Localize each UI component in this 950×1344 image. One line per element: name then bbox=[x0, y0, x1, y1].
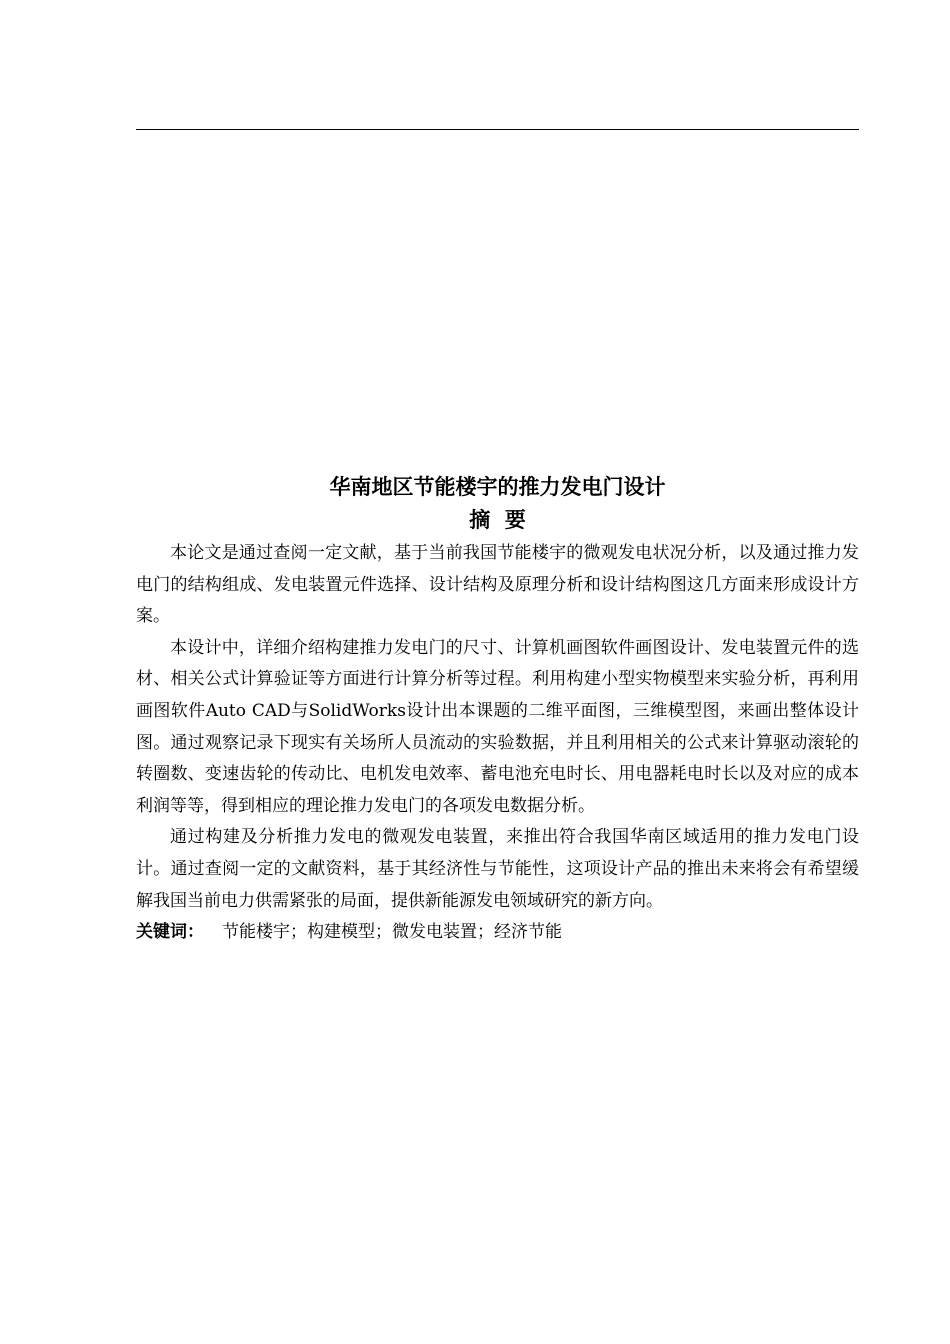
abstract-paragraph-3: 通过构建及分析推力发电的微观发电装置，来推出符合我国华南区域适用的推力发电门设计。通过查阅一定的文献资料，基于其经济性与节能性，这项设计产品的推出未来将会有希望缓解我国当前电力供需紧张的局面，提供新能源发电领域研究的新方向。 bbox=[136, 827, 859, 911]
header-rule bbox=[136, 129, 859, 130]
abstract-section bbox=[136, 470, 859, 949]
keywords-label: 关键词： bbox=[136, 922, 204, 943]
thesis-title: 华南地区节能楼宇的推力发电门设计 bbox=[329, 475, 666, 499]
abstract-heading: 摘 要 bbox=[469, 508, 526, 532]
abstract-paragraph-2: 本设计中，详细介绍构建推力发电门的尺寸、计算机画图软件画图设计、发电装置元件的选材、相关公式计算验证等方面进行计算分析等过程。利用构建小型实物模型来实验分析，再利用画图软件Auto CAD与SolidWorks设计出本课题的二维平面图，三维模型图，来画出整体设计图。通过观察记录下现实有关场所人员流动的实验数据，并且利用相关的公式来计算驱动滚轮的转圈数、变速齿轮的传动比、电机发电效率、蓄电池充电时长、用电器耗电时长以及对应的成本利润等等，得到相应的理论推力发电门的各项发电数据分析。 bbox=[136, 637, 859, 816]
keywords-value: 节能楼宇；构建模型；微发电装置；经济节能 bbox=[222, 922, 562, 943]
abstract-paragraph-1: 本论文是通过查阅一定文献，基于当前我国节能楼宇的微观发电状况分析，以及通过推力发电门的结构组成、发电装置元件选择、设计结构及原理分析和设计结构图这几方面来形成设计方案。 bbox=[136, 543, 859, 627]
keywords-line bbox=[136, 917, 859, 949]
